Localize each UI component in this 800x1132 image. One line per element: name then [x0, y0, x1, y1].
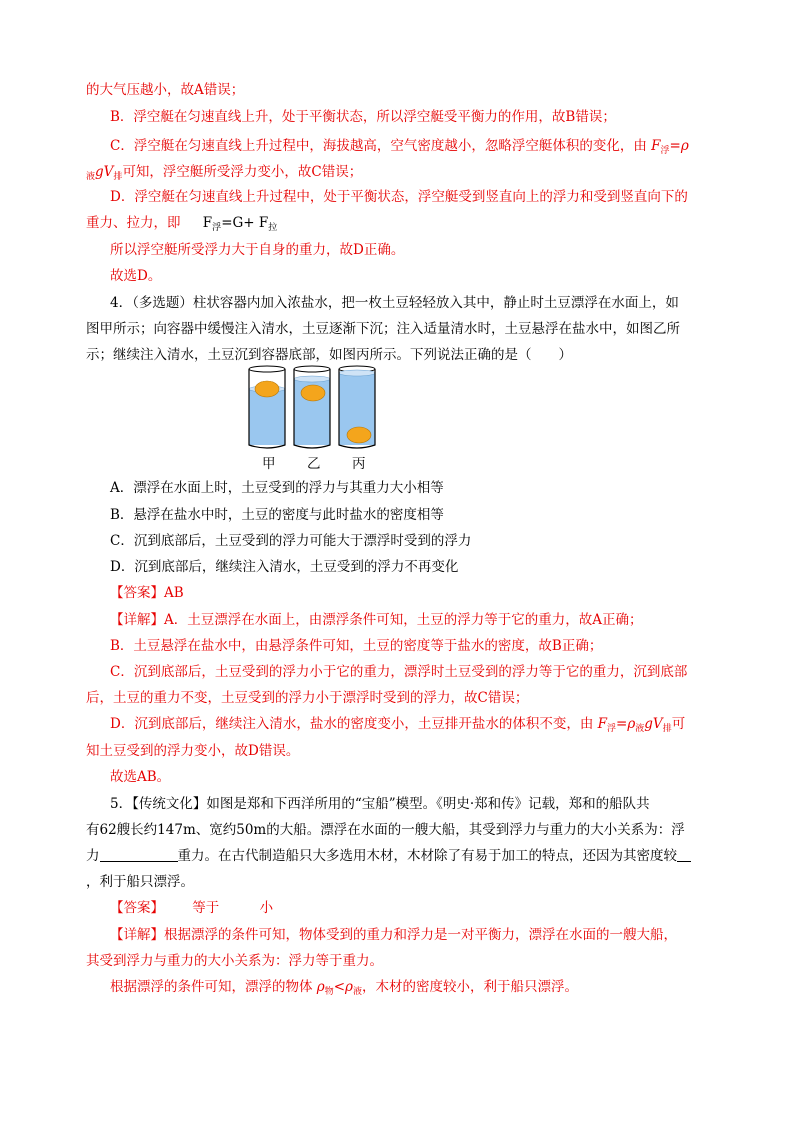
option-b: [110, 505, 444, 525]
question-4-stem: [110, 293, 679, 313]
text-line: [86, 162, 362, 187]
line-text: ，利于船只漂浮。: [86, 874, 194, 890]
text-line: [110, 662, 687, 682]
formula-subscript: 液: [86, 172, 96, 182]
figure-label-bing: 丙: [352, 456, 366, 472]
formula-symbol: =G+ F: [221, 215, 269, 231]
option-c: [110, 531, 471, 551]
line-text: 【详解】A．土豆漂浮在水面上，由漂浮条件可知，土豆的浮力等于它的重力，故A正确；: [110, 612, 643, 628]
line-text: 其受到浮力与重力的大小关系为：浮力等于重力。: [86, 953, 383, 969]
potato: [347, 427, 371, 443]
formula-symbol: F: [597, 716, 607, 732]
water: [249, 389, 285, 445]
line-text: ，木材的密度较小，利于船只漂浮。: [362, 979, 579, 995]
line-text: 可: [671, 716, 686, 732]
text-line: [86, 213, 277, 238]
line-text: 【答案】: [110, 900, 164, 916]
text-line: [86, 872, 194, 892]
text-line: [110, 636, 602, 656]
figure-label-jia: 甲: [262, 456, 276, 472]
formula-subscript: 浮: [607, 724, 617, 734]
line-text: 可知，浮空艇所受浮力变小，故C错误；: [122, 164, 363, 180]
line-text: 示；继续注入清水，土豆沉到容器底部，如图丙所示。下列说法正确的是（ ）: [86, 347, 572, 363]
formula-subscript: 浮: [212, 223, 222, 233]
text-line: [110, 977, 578, 1002]
line-text: 所以浮空艇所受浮力大于自身的重力，故D正确。: [110, 242, 405, 258]
text-line: [110, 107, 616, 127]
formula-symbol: ρ: [316, 979, 325, 995]
line-text: C．沉到底部后，土豆受到的浮力小于它的重力，漂浮时土豆受到的浮力等于它的重力，沉到底部: [110, 664, 688, 680]
formula-symbol: gV: [95, 164, 114, 180]
line-text: B．悬浮在盐水中时，土豆的密度与此时盐水的密度相等: [110, 507, 444, 523]
text-line: [110, 925, 677, 945]
option-d: [110, 557, 458, 577]
text-line: [86, 741, 299, 761]
line-text: 根据漂浮的条件可知，漂浮的物体: [110, 979, 313, 995]
line-text: 故选D。: [110, 268, 162, 284]
beaker-bing: [339, 366, 375, 448]
line-text: 力: [86, 848, 100, 864]
formula-subscript: 浮: [660, 146, 670, 156]
line-text: 【详解】根据漂浮的条件可知，物体受到的重力和浮力是一对平衡力，漂浮在水面的一艘大船，: [110, 927, 677, 943]
formula-symbol: F: [651, 138, 661, 154]
question-5-stem: [110, 794, 650, 814]
text-line: [86, 951, 383, 971]
fill-blank-2[interactable]: [677, 847, 691, 862]
formula-symbol: gV: [644, 716, 663, 732]
line-text: 【答案】AB: [110, 585, 184, 601]
figure-label-yi: 乙: [307, 456, 321, 472]
text-line: [86, 688, 528, 708]
line-text: B．浮空艇在匀速直线上升，处于平衡状态，所以浮空艇受平衡力的作用，故B错误；: [110, 109, 616, 125]
answer-5: [110, 898, 273, 918]
text-line: [110, 187, 688, 207]
text-line: [110, 136, 689, 161]
line-text: C．沉到底部后，土豆受到的浮力可能大于漂浮时受到的浮力: [110, 533, 472, 549]
formula-subscript: 液: [353, 987, 363, 997]
line-text: A．漂浮在水面上时，土豆受到的浮力与其重力大小相等: [110, 480, 444, 496]
line-text: 图甲所示；向容器中缓慢注入清水，土豆逐渐下沉；注入适量清水时，土豆悬浮在盐水中，如图乙所: [86, 321, 680, 337]
line-text: D．沉到底部后，继续注入清水，土豆受到的浮力不再变化: [110, 559, 459, 575]
text-line: [86, 319, 680, 339]
line-text: B．土豆悬浮在盐水中，由悬浮条件可知，土豆的密度等于盐水的密度，故B正确；: [110, 638, 603, 654]
text-line: [110, 610, 643, 630]
line-text: 的大气压越小，故A错误；: [86, 82, 245, 98]
text-line: [86, 345, 572, 365]
answer-4: [110, 583, 184, 603]
answer-value-2: 小: [259, 900, 274, 916]
formula-subscript: 排: [662, 724, 672, 734]
line-text: 有62艘长约147m、宽约50m的大船。漂浮在水面的一艘大船，其受到浮力与重力的大小关系为：浮: [86, 822, 685, 838]
text-line: [110, 714, 685, 739]
line-text: D．沉到底部后，继续注入清水，盐水的密度变小，土豆排开盐水的体积不变，由: [110, 716, 594, 732]
line-text: 故选AB。: [110, 769, 171, 785]
option-a: [110, 478, 444, 498]
line-text: 5．【传统文化】如图是郑和下西洋所用的“宝船”模型。《明史·郑和传》记载，郑和的船队共: [110, 796, 650, 812]
line-text: 重力、拉力，即: [86, 215, 181, 231]
formula-subscript: 物: [324, 987, 334, 997]
formula-subscript: 排: [113, 172, 123, 182]
beaker-jia: [249, 366, 285, 448]
formula-symbol: <ρ: [333, 979, 353, 995]
text-line: [86, 846, 691, 866]
formula: [203, 215, 277, 231]
formula-subscript: 液: [635, 724, 645, 734]
line-text: 4．（多选题）柱状容器内加入浓盐水，把一枚土豆轻轻放入其中，静止时土豆漂浮在水面上，如: [110, 295, 679, 311]
formula-symbol: F: [202, 215, 213, 231]
beaker-yi: [294, 366, 330, 448]
formula-symbol: =ρ: [616, 716, 636, 732]
text-line: [110, 240, 404, 260]
text-line: [110, 266, 161, 286]
formula-symbol: =ρ: [669, 138, 689, 154]
text-line: [86, 820, 685, 840]
line-text: D．浮空艇在匀速直线上升过程中，处于平衡状态，浮空艇受到竖直向上的浮力和受到竖直向下的: [110, 189, 688, 205]
formula-subscript: 拉: [268, 223, 278, 233]
line-text: C．浮空艇在匀速直线上升过程中，海拔越高，空气密度越小，忽略浮空艇体积的变化，由: [110, 138, 647, 154]
potato: [255, 381, 279, 397]
text-line: [86, 80, 244, 100]
fill-blank-1[interactable]: [100, 847, 178, 862]
line-text: 重力。在古代制造船只大多选用木材，木材除了有易于加工的特点，还因为其密度较: [177, 848, 677, 864]
text-line: [110, 767, 170, 787]
line-text: 后，土豆的重力不变，土豆受到的浮力小于漂浮时受到的浮力，故C错误；: [86, 690, 529, 706]
answer-value-1: 等于: [192, 900, 220, 916]
line-text: 知土豆受到的浮力变小，故D错误。: [86, 743, 300, 759]
potato: [301, 385, 325, 401]
